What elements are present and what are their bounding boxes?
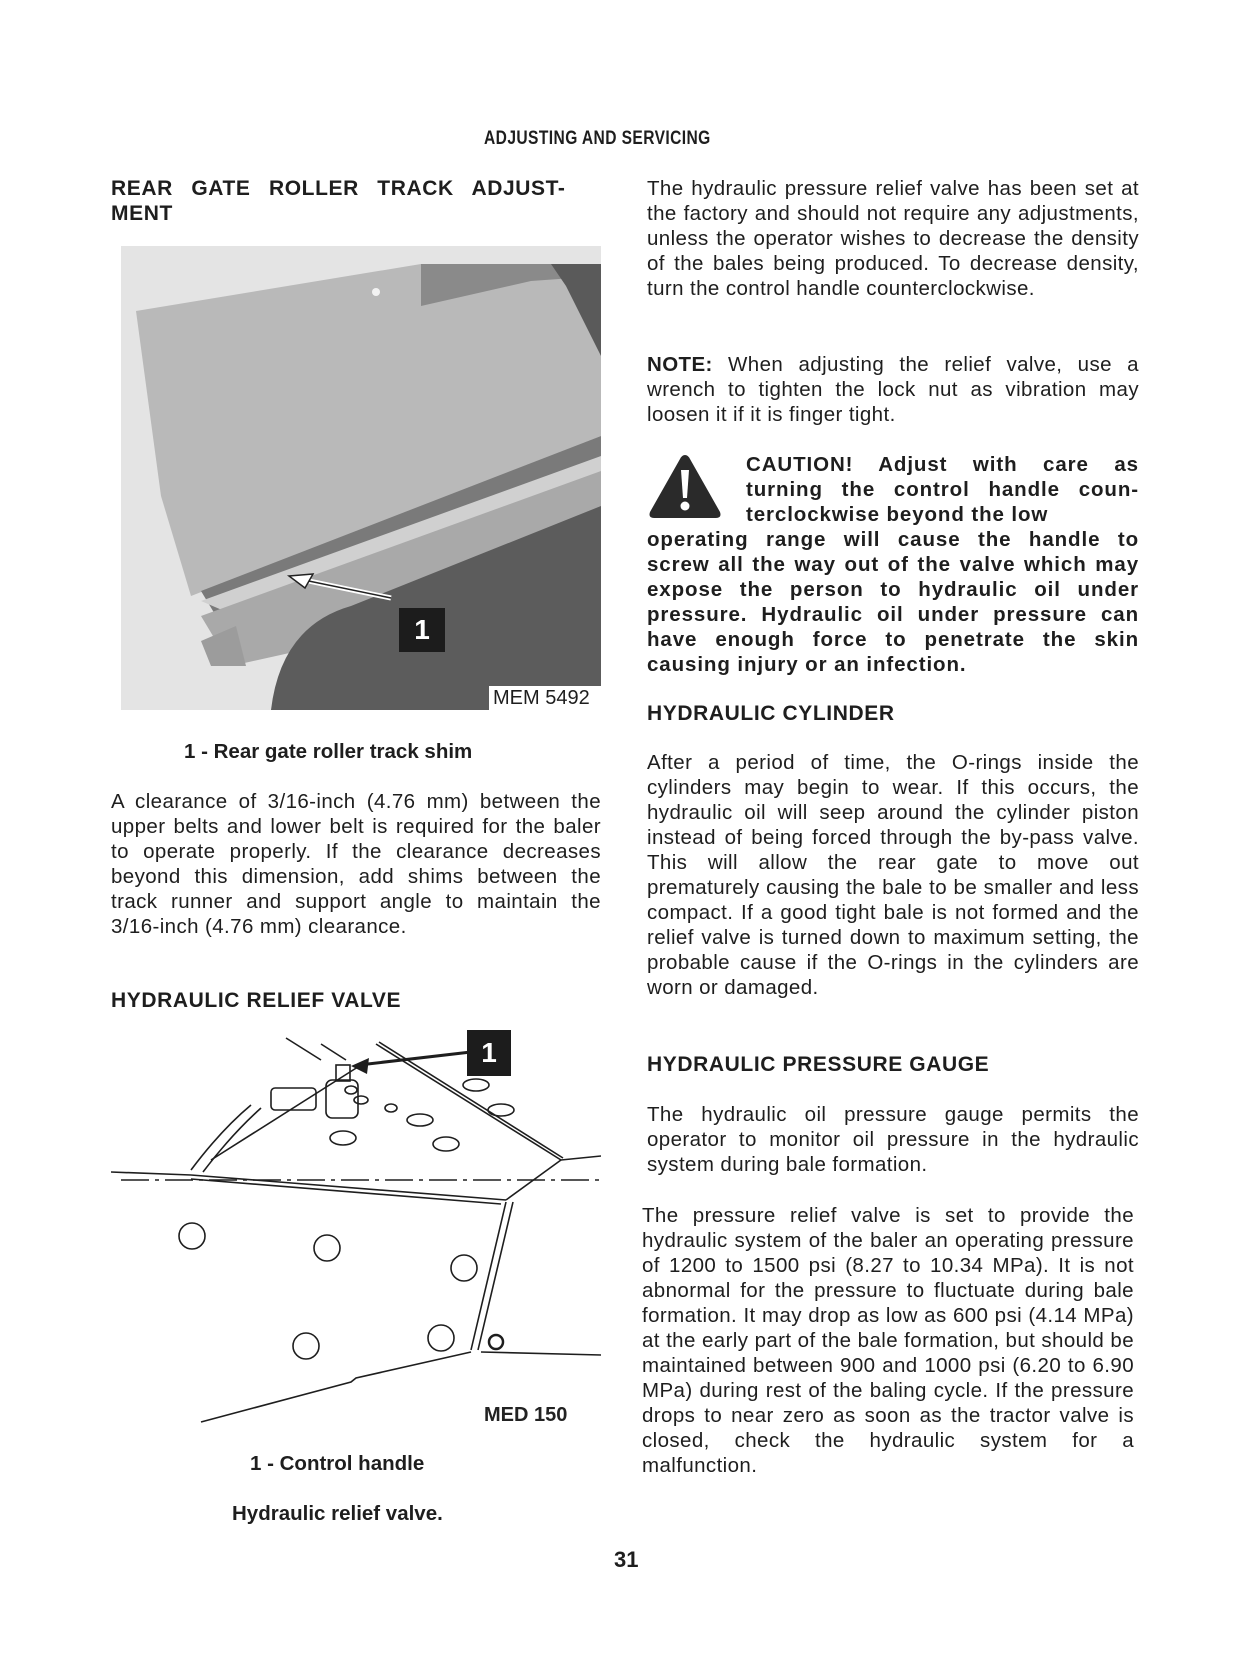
diagram-callout-1: 1 bbox=[467, 1030, 511, 1076]
diagram-caption-control-handle: 1 - Control handle bbox=[250, 1452, 425, 1475]
heading-line-1: REAR GATE ROLLER TRACK ADJUST- bbox=[111, 177, 566, 200]
note-label: NOTE: bbox=[647, 353, 713, 376]
intro-paragraph: The hydraulic pressure relief valve has been set at the factory and should not require any adjustments, unless the operator wishes to decrease the density of the bales being produced. To decrease density, turn the control handle counterclockwise. bbox=[647, 177, 1139, 300]
photo-rear-gate-roller-track bbox=[121, 246, 601, 710]
note-paragraph bbox=[647, 352, 1139, 427]
diagram-code: MED 150 bbox=[484, 1404, 568, 1426]
photo-caption: 1 - Rear gate roller track shim bbox=[184, 740, 473, 763]
heading-rear-gate-roller-track bbox=[111, 176, 601, 226]
roller-track-photo-illustration bbox=[121, 246, 601, 710]
caution-block bbox=[647, 452, 1139, 677]
heading-hydraulic-cylinder: HYDRAULIC CYLINDER bbox=[647, 702, 895, 725]
heading-hydraulic-relief-valve: HYDRAULIC RELIEF VALVE bbox=[111, 989, 402, 1012]
caution-body-text: operating range will cause the handle to screw all the way out of the valve which may expose the person to hydraulic oil under pressure. Hydraulic oil under pressure can have enough force to penetrate the skin causing injury or an infection. bbox=[647, 528, 1139, 676]
pressure-paragraph: The pressure relief valve is set to provide the hydraulic system of the baler an operating pressure of 1200 to 1500 psi (8.27 to 10.34 MPa). It is not abnormal for the pressure to fluctuate during bale formation. It may drop as low as 600 psi (4.14 MPa) at the early part of the bale formation, but should be maintained between 900 and 1000 psi (6.20 to 6.90 MPa) during rest of the baling cycle. If the pressure drops to near zero as soon as the tractor valve is closed, check the hydraulic system for a malfunction. bbox=[642, 1204, 1134, 1477]
diagram-hydraulic-relief-valve bbox=[111, 1030, 601, 1450]
relief-valve-line-drawing bbox=[111, 1030, 601, 1450]
diagram-caption-title: Hydraulic relief valve. bbox=[232, 1502, 443, 1525]
clearance-paragraph: A clearance of 3/16-inch (4.76 mm) between the upper belts and lower belt is required for the baler to operate properly. If the clearance decreases beyond this dimension, add shims between the track runner and support angle to maintain the 3/16-inch (4.76 mm) clearance. bbox=[111, 790, 601, 938]
gauge-paragraph: The hydraulic oil pressure gauge permits the operator to monitor oil pressure in the hydraulic system during bale formation. bbox=[647, 1103, 1139, 1176]
heading-hydraulic-pressure-gauge: HYDRAULIC PRESSURE GAUGE bbox=[647, 1053, 990, 1076]
cylinder-paragraph: After a period of time, the O-rings inside the cylinders may begin to wear. If this occurs, the hydraulic oil will seep around the cylinder piston instead of being forced through the by-pass valve. This will allow the rear gate to move out prematurely causing the bale to be smaller and less compact. If a good tight bale is not formed and the relief valve is turned down to maximum setting, the probable cause if the O-rings in the cylinders are worn or damaged. bbox=[647, 751, 1139, 999]
caution-lead-text: CAUTION! Adjust with care as turning the control handle coun-terclockwise beyond the low bbox=[746, 453, 1139, 526]
note-text: When adjusting the relief valve, use a wrench to tighten the lock nut as vibration may loosen it if it is finger tight. bbox=[647, 353, 1139, 426]
heading-line-2: MENT bbox=[111, 202, 173, 225]
page-number: 31 bbox=[614, 1547, 639, 1572]
photo-code: MEM 5492 bbox=[489, 686, 601, 710]
warning-triangle-icon bbox=[647, 452, 723, 522]
photo-callout-1: 1 bbox=[399, 608, 445, 652]
section-header: ADJUSTING AND SERVICING bbox=[484, 128, 711, 149]
